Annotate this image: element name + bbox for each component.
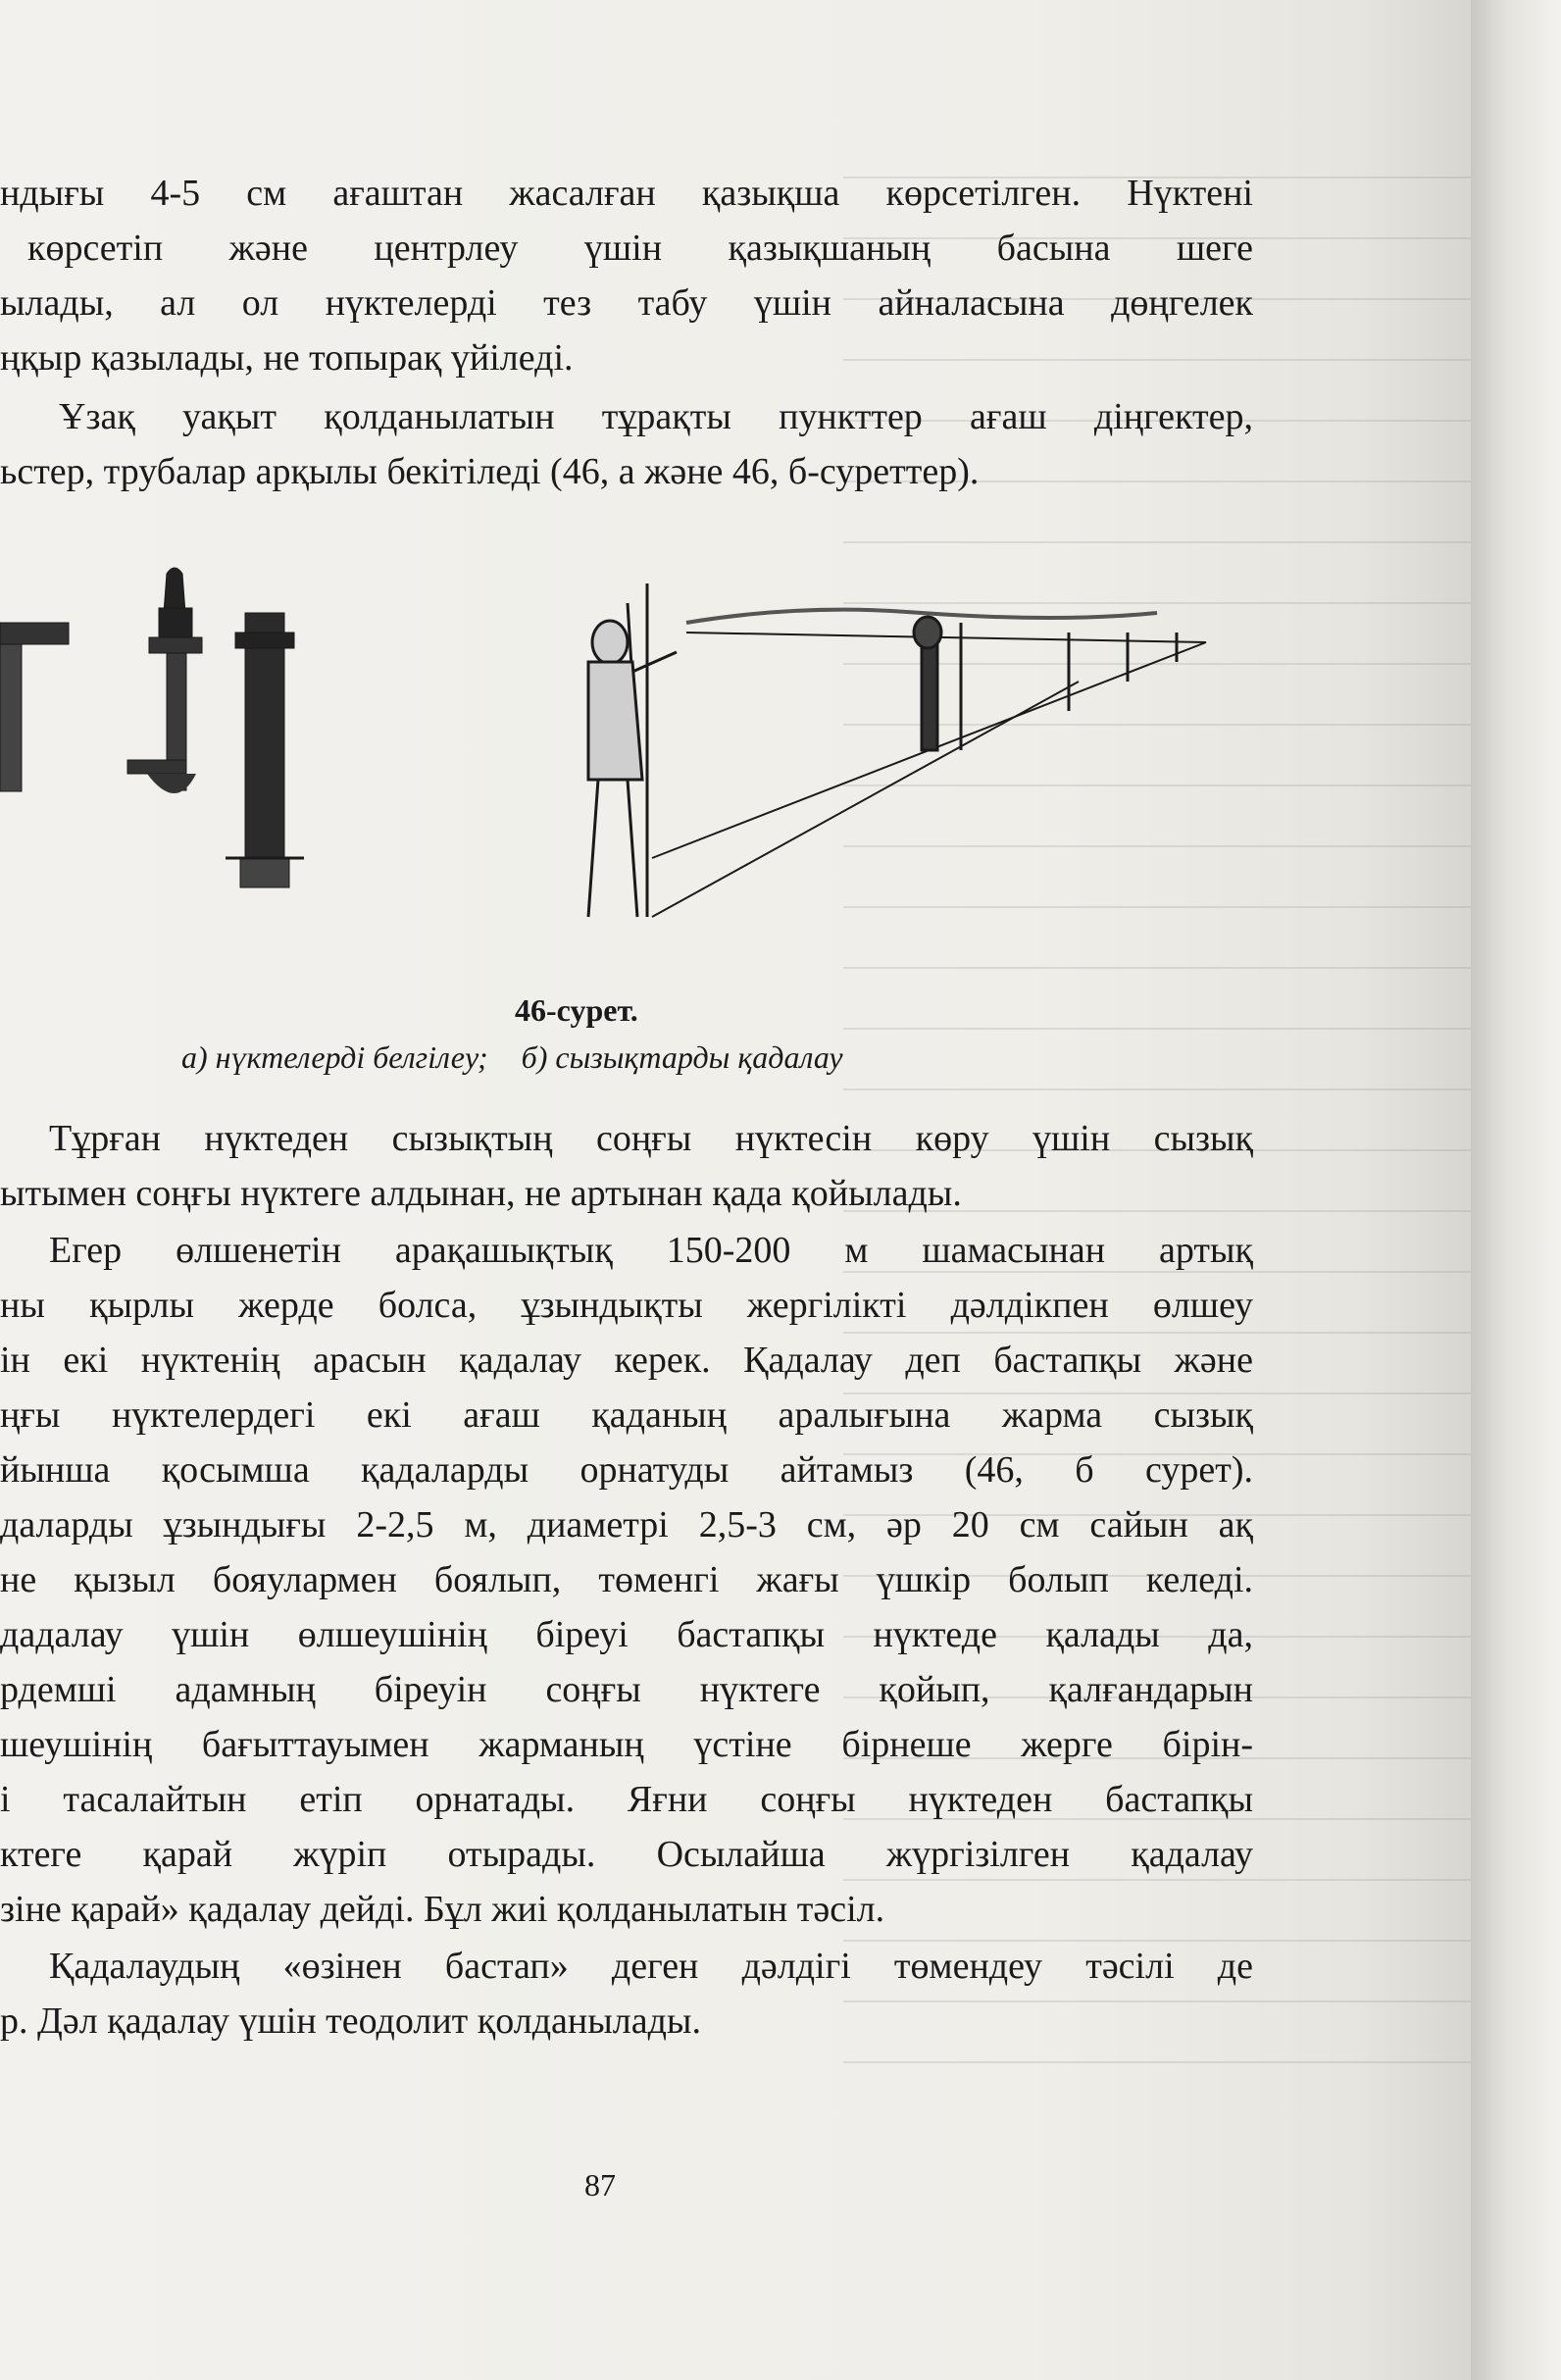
text-line: ытымен соңғы нүктеге алдынан, не артынан қада қойылады. (0, 1173, 962, 1214)
figure-title: 46-сурет. (515, 992, 638, 1028)
page-number: 87 (584, 2167, 616, 2203)
text-line: даларды ұзындығы 2-2,5 м, диаметрі 2,5-3 см, әр 20 см сайын ақ (0, 1504, 1253, 1545)
figure-46-illustration (0, 564, 1235, 956)
text-line: Ұзақ уақыт қолданылатын тұрақты пункттер ағаш діңгектер, (59, 396, 1253, 437)
alignment-scene (588, 583, 1206, 917)
text-line: шеушінің бағыттауымен жарманың үстіне бірнеше жерге бірін- (0, 1724, 1253, 1765)
text-line: не қызыл бояулармен боялып, төменгі жағы үшкір болып келеді. (0, 1559, 1253, 1600)
stake-illustrations (0, 568, 304, 887)
text-line: ндығы 4-5 см ағаштан жасалған қазықша көрсетілген. Нүктені (0, 173, 1253, 214)
text-line: Қадалаудың «өзінен бастап» деген дәлдігі төмендеу тәсілі де (49, 1946, 1253, 1987)
text-line: ьстер, трубалар арқылы бекітіледі (46, а және 46, б-суреттер). (0, 451, 980, 492)
text-line: ін екі нүктенің арасын қадалау керек. Қадалау деп бастапқы және (0, 1340, 1253, 1381)
caption-b: б) сызықтарды қадалау (521, 1039, 843, 1075)
text-line: ктеге қарай жүріп отырады. Осылайша жүргізілген қадалау (0, 1834, 1253, 1875)
text-line: ңқыр қазылады, не топырақ үйіледі. (0, 337, 574, 379)
page-edge-shadow (1471, 0, 1561, 2380)
figure-caption (181, 1039, 877, 1076)
text-line: көрсетіп және центрлеу үшін қазықшаның басына шеге (27, 228, 1253, 269)
text-line: зіне қарай» қадалау дейді. Бұл жиі қолданылатын тәсіл. (0, 1889, 885, 1930)
text-line: р. Дәл қадалау үшін теодолит қолданылады. (0, 2000, 701, 2042)
text-line: Егер өлшенетін арақашықтық 150-200 м шамасынан артық (49, 1230, 1253, 1271)
text-line: йынша қосымша қадаларды орнатуды айтамыз (46, б сурет). (0, 1449, 1253, 1491)
text-line: ңғы нүктелердегі екі ағаш қаданың аралығына жарма сызық (0, 1394, 1253, 1436)
caption-a: а) нүктелерді белгілеу; (181, 1039, 488, 1075)
figure-drawing (0, 564, 1235, 956)
text-line: дадалау үшін өлшеушінің біреуі бастапқы нүктеде қалады да, (0, 1614, 1253, 1655)
text-line: Тұрған нүктеден сызықтың соңғы нүктесін көру үшін сызық (49, 1118, 1253, 1159)
text-line: ылады, ал ол нүктелерді тез табу үшін айналасына дөңгелек (0, 282, 1253, 324)
text-line: і тасалайтын етіп орнатады. Яғни соңғы нүктеден бастапқы (0, 1779, 1253, 1820)
text-line: ны қырлы жерде болса, ұзындықты жергілікті дәлдікпен өлшеу (0, 1285, 1253, 1326)
text-line: рдемші адамның біреуін соңғы нүктеге қойып, қалғандарын (0, 1669, 1253, 1710)
